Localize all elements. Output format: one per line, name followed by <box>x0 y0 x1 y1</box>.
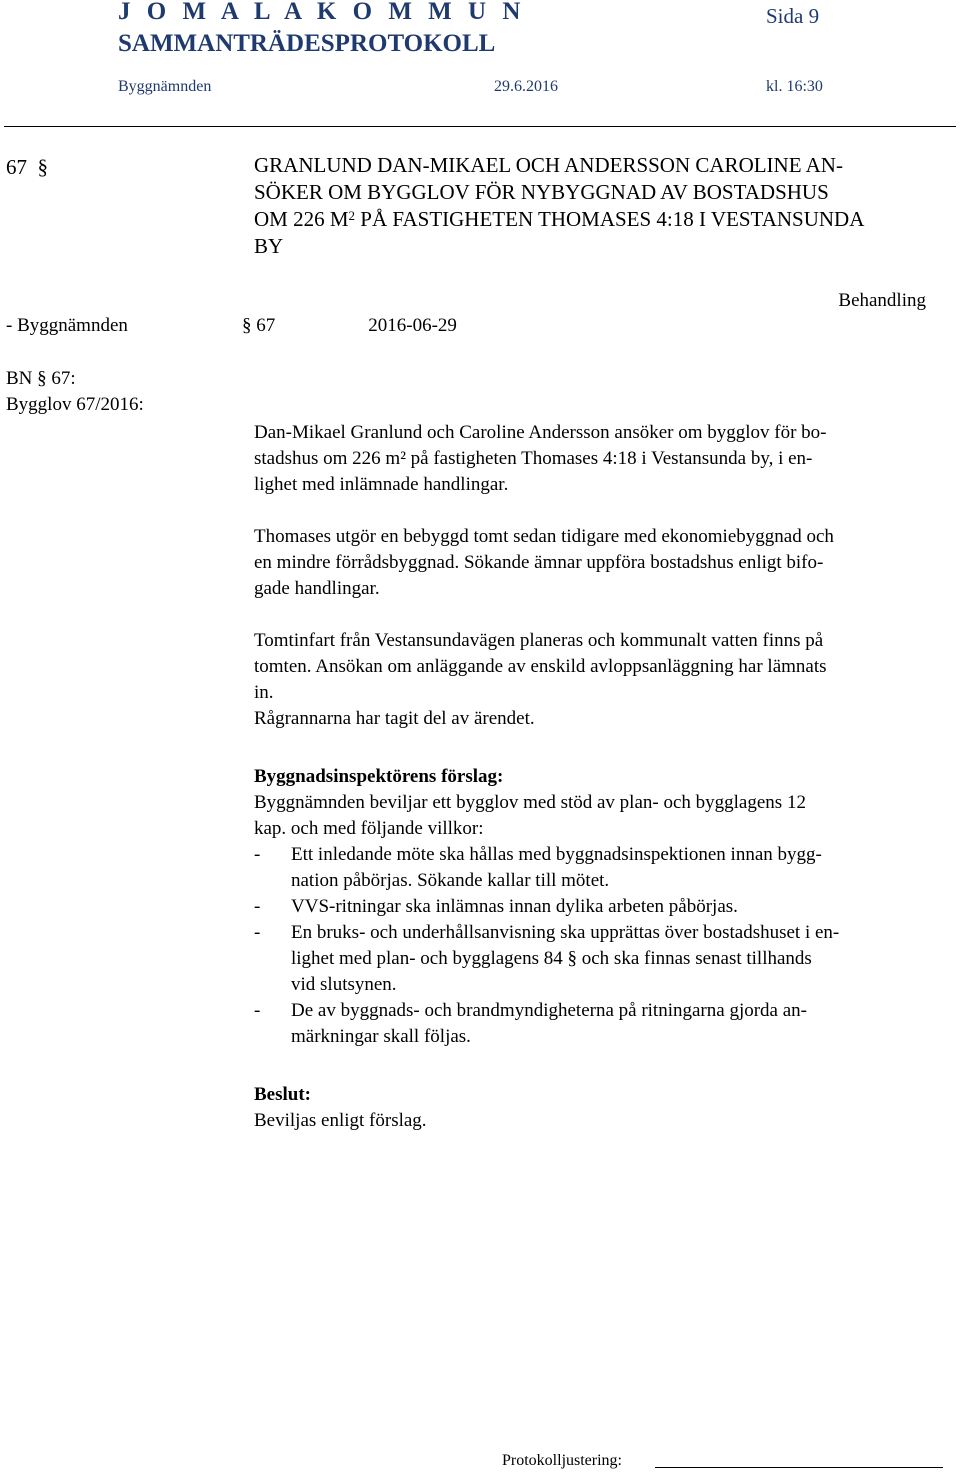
paragraph-sign-icon: § <box>37 368 47 389</box>
meeting-time: kl. 16:30 <box>766 78 823 95</box>
header-divider <box>4 126 956 127</box>
signature-line <box>655 1467 943 1468</box>
proposal-section <box>254 764 960 842</box>
decision-text: Beviljas enligt förslag. <box>254 1110 427 1131</box>
treatment-label: Behandling <box>838 290 926 311</box>
protocol-adjustment-label: Protokolljustering: <box>502 1452 622 1469</box>
proposal-text: Byggnämnden beviljar ett bygglov med stöd av plan- och bygglagens 12 kap. och med följande villkor: <box>254 792 806 839</box>
page-number: Sida 9 <box>766 4 820 28</box>
paragraph-sign-icon: § <box>242 315 252 336</box>
municipality-name: J O M A L A K O M M U N <box>118 0 526 25</box>
section-number: 67 § <box>6 155 48 179</box>
list-item: - VVS-ritningar ska inlämnas innan dylika arbeten påbörjas. <box>254 896 738 917</box>
list-item: - En bruks- och underhållsanvisning ska upprättas över bostadshuset i en- lighet med plan- och bygglagens 84 § och ska finnas senast tillhands vid slutsynen. <box>254 922 840 995</box>
application-paragraph: Dan-Mikael Granlund och Caroline Andersson ansöker om bygglov för bo- stadshus om 226 m² på fastigheten Thomases 4:18 i Vestansunda by, i en- lighet med inlämnade handlingar. <box>254 422 827 495</box>
treatment-reference: - Byggnämnden § 67 2016-06-29 <box>6 315 457 336</box>
meeting-date: 29.6.2016 <box>494 78 558 95</box>
case-reference: BN § 67: Bygglov 67/2016: <box>6 368 144 415</box>
protocol-title: SAMMANTRÄDESPROTOKOLL <box>118 30 496 57</box>
proposal-heading: Byggnadsinspektörens förslag: <box>254 766 504 787</box>
paragraph-sign-icon: § <box>37 155 48 179</box>
decision-section <box>254 1082 960 1134</box>
list-item: - Ett inledande möte ska hållas med byggnadsinspektionen innan bygg- nation påbörjas. Sökande kallar till mötet. <box>254 844 822 891</box>
decision-heading: Beslut: <box>254 1084 311 1105</box>
conditions-list <box>254 842 960 1050</box>
committee-name: Byggnämnden <box>118 78 212 95</box>
list-item: - De av byggnads- och brandmyndigheterna på ritningarna gjorda an- märkningar skall följas. <box>254 1000 807 1047</box>
paragraph-sign-icon: § <box>567 948 577 969</box>
access-paragraph: Tomtinfart från Vestansundavägen planeras och kommunalt vatten finns på tomten. Ansökan om anläggande av enskild avloppsanläggning har lämnats in. Rågrannarna har tagit del av ärendet. <box>254 630 827 729</box>
section-title: GRANLUND DAN-MIKAEL OCH ANDERSSON CAROLINE AN- SÖKER OM BYGGLOV FÖR NYBYGGNAD AV BOSTADSHUS OM 226 $M^2$ PÅ FASTIGHETEN THOMASES 4:18 I VESTANSUNDA BY <box>254 153 865 258</box>
property-paragraph: Thomases utgör en bebyggd tomt sedan tidigare med ekonomiebyggnad och en mindre förrådsbyggnad. Sökande ämnar uppföra bostadshus enligt bifo- gade handlingar. <box>254 526 834 599</box>
